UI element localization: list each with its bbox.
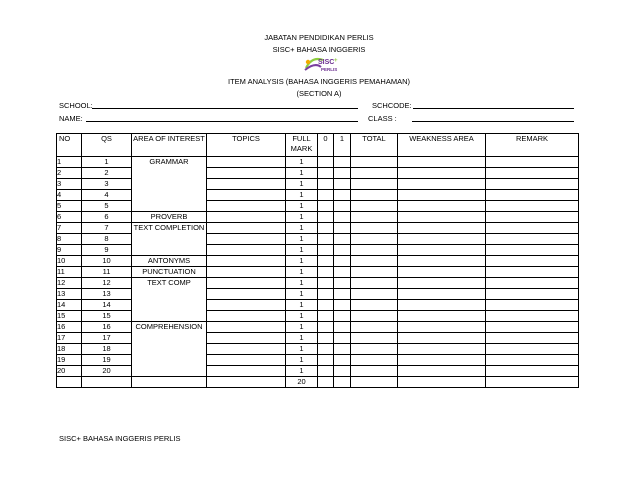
row-weakness[interactable]: [398, 311, 486, 322]
total-one: [334, 377, 351, 388]
row-zero[interactable]: [318, 355, 334, 366]
row-topics[interactable]: [207, 234, 286, 245]
row-qs: 19: [82, 355, 132, 366]
row-topics[interactable]: [207, 245, 286, 256]
row-total[interactable]: [351, 245, 398, 256]
row-area: GRAMMAR: [132, 157, 207, 212]
row-one[interactable]: [334, 223, 351, 234]
row-total[interactable]: [351, 212, 398, 223]
row-no: 1: [57, 157, 82, 168]
row-total[interactable]: [351, 223, 398, 234]
row-total[interactable]: [351, 179, 398, 190]
row-remark[interactable]: [486, 245, 579, 256]
header-unit: SISC+ BAHASA INGGERIS: [272, 45, 366, 54]
row-weakness[interactable]: [398, 190, 486, 201]
row-zero[interactable]: [318, 267, 334, 278]
row-zero[interactable]: [318, 289, 334, 300]
row-one[interactable]: [334, 256, 351, 267]
row-zero[interactable]: [318, 311, 334, 322]
row-qs: 18: [82, 344, 132, 355]
row-qs: 3: [82, 179, 132, 190]
row-weakness[interactable]: [398, 300, 486, 311]
table-row: [57, 223, 579, 234]
name-field[interactable]: [86, 121, 358, 122]
row-topics[interactable]: [207, 278, 286, 289]
row-remark[interactable]: [486, 366, 579, 377]
row-no: 19: [57, 355, 82, 366]
row-one[interactable]: [334, 344, 351, 355]
item-analysis-table: [56, 133, 579, 388]
row-zero[interactable]: [318, 157, 334, 168]
row-topics[interactable]: [207, 190, 286, 201]
row-total[interactable]: [351, 168, 398, 179]
row-remark[interactable]: [486, 234, 579, 245]
row-no: 2: [57, 168, 82, 179]
row-weakness[interactable]: [398, 201, 486, 212]
row-remark[interactable]: [486, 333, 579, 344]
row-remark[interactable]: [486, 190, 579, 201]
row-full-mark: 1: [286, 168, 318, 179]
row-weakness[interactable]: [398, 157, 486, 168]
row-topics[interactable]: [207, 333, 286, 344]
row-remark[interactable]: [486, 355, 579, 366]
row-remark[interactable]: [486, 267, 579, 278]
row-qs: 11: [82, 267, 132, 278]
row-zero[interactable]: [318, 234, 334, 245]
total-topics: [207, 377, 286, 388]
header-title: ITEM ANALYSIS (BAHASA INGGERIS PEMAHAMAN): [228, 77, 410, 86]
row-no: 12: [57, 278, 82, 289]
row-full-mark: 1: [286, 289, 318, 300]
row-weakness[interactable]: [398, 344, 486, 355]
row-one[interactable]: [334, 212, 351, 223]
row-one[interactable]: [334, 278, 351, 289]
row-no: 9: [57, 245, 82, 256]
row-total[interactable]: [351, 333, 398, 344]
row-total[interactable]: [351, 355, 398, 366]
row-no: 17: [57, 333, 82, 344]
row-remark[interactable]: [486, 311, 579, 322]
row-remark[interactable]: [486, 300, 579, 311]
row-full-mark: 1: [286, 234, 318, 245]
row-full-mark: 1: [286, 355, 318, 366]
row-remark[interactable]: [486, 168, 579, 179]
table-row: [57, 256, 579, 267]
row-no: 11: [57, 267, 82, 278]
row-zero[interactable]: [318, 168, 334, 179]
footer-text: SISC+ BAHASA INGGERIS PERLIS: [59, 434, 181, 443]
row-one[interactable]: [334, 355, 351, 366]
row-topics[interactable]: [207, 355, 286, 366]
row-full-mark: 1: [286, 179, 318, 190]
row-remark[interactable]: [486, 212, 579, 223]
total-area: [132, 377, 207, 388]
row-weakness[interactable]: [398, 245, 486, 256]
row-no: 8: [57, 234, 82, 245]
row-zero[interactable]: [318, 322, 334, 333]
row-total[interactable]: [351, 190, 398, 201]
row-total[interactable]: [351, 201, 398, 212]
total-qs: [82, 377, 132, 388]
row-total[interactable]: [351, 322, 398, 333]
row-total[interactable]: [351, 278, 398, 289]
row-zero[interactable]: [318, 366, 334, 377]
total-zero: [318, 377, 334, 388]
header-section: (SECTION A): [296, 89, 342, 98]
row-qs: 12: [82, 278, 132, 289]
row-full-mark: 1: [286, 256, 318, 267]
row-one[interactable]: [334, 179, 351, 190]
row-remark[interactable]: [486, 322, 579, 333]
row-full-mark: 1: [286, 267, 318, 278]
row-area: TEXT COMPLETION: [132, 223, 207, 256]
row-topics[interactable]: [207, 344, 286, 355]
row-one[interactable]: [334, 366, 351, 377]
total-weakness: [398, 377, 486, 388]
row-zero[interactable]: [318, 190, 334, 201]
row-weakness[interactable]: [398, 278, 486, 289]
row-topics[interactable]: [207, 289, 286, 300]
row-total[interactable]: [351, 311, 398, 322]
row-no: 6: [57, 212, 82, 223]
row-no: 14: [57, 300, 82, 311]
row-full-mark: 1: [286, 278, 318, 289]
col-header-weakness: WEAKNESS AREA: [398, 134, 486, 157]
row-one[interactable]: [334, 190, 351, 201]
row-full-mark: 1: [286, 311, 318, 322]
row-area: PUNCTUATION: [132, 267, 207, 278]
class-field[interactable]: [412, 121, 574, 122]
row-area: PROVERB: [132, 212, 207, 223]
total-no: [57, 377, 82, 388]
row-no: 5: [57, 201, 82, 212]
row-qs: 16: [82, 322, 132, 333]
row-one[interactable]: [334, 245, 351, 256]
svg-text:+: +: [334, 58, 338, 64]
row-topics[interactable]: [207, 311, 286, 322]
row-full-mark: 1: [286, 333, 318, 344]
row-qs: 1: [82, 157, 132, 168]
row-full-mark: 1: [286, 322, 318, 333]
row-no: 18: [57, 344, 82, 355]
row-zero[interactable]: [318, 256, 334, 267]
row-area: ANTONYMS: [132, 256, 207, 267]
row-topics[interactable]: [207, 256, 286, 267]
col-header-remark: REMARK: [486, 134, 579, 157]
row-one[interactable]: [334, 300, 351, 311]
row-topics[interactable]: [207, 267, 286, 278]
row-remark[interactable]: [486, 201, 579, 212]
row-total[interactable]: [351, 366, 398, 377]
table-row: [57, 322, 579, 333]
row-total[interactable]: [351, 344, 398, 355]
row-full-mark: 1: [286, 245, 318, 256]
row-full-mark: 1: [286, 157, 318, 168]
col-header-zero: 0: [318, 134, 334, 157]
row-remark[interactable]: [486, 157, 579, 168]
row-weakness[interactable]: [398, 223, 486, 234]
row-qs: 10: [82, 256, 132, 267]
row-full-mark: 1: [286, 190, 318, 201]
row-remark[interactable]: [486, 278, 579, 289]
col-header-topics: TOPICS: [207, 134, 286, 157]
name-label: NAME:: [59, 114, 83, 123]
col-header-full-mark: FULL MARK: [286, 134, 318, 157]
row-one[interactable]: [334, 311, 351, 322]
row-no: 15: [57, 311, 82, 322]
row-qs: 4: [82, 190, 132, 201]
total-remark: [486, 377, 579, 388]
row-remark[interactable]: [486, 256, 579, 267]
svg-text:PERLIS: PERLIS: [321, 67, 338, 72]
row-one[interactable]: [334, 333, 351, 344]
row-topics[interactable]: [207, 223, 286, 234]
row-no: 10: [57, 256, 82, 267]
row-qs: 20: [82, 366, 132, 377]
row-qs: 6: [82, 212, 132, 223]
row-no: 7: [57, 223, 82, 234]
row-no: 3: [57, 179, 82, 190]
row-weakness[interactable]: [398, 179, 486, 190]
row-topics[interactable]: [207, 179, 286, 190]
row-qs: 8: [82, 234, 132, 245]
col-header-total: TOTAL: [351, 134, 398, 157]
row-zero[interactable]: [318, 179, 334, 190]
table-row: [57, 278, 579, 289]
row-remark[interactable]: [486, 289, 579, 300]
table-row: [57, 267, 579, 278]
row-one[interactable]: [334, 322, 351, 333]
row-full-mark: 1: [286, 366, 318, 377]
row-one[interactable]: [334, 157, 351, 168]
row-total[interactable]: [351, 157, 398, 168]
row-zero[interactable]: [318, 333, 334, 344]
school-code-field[interactable]: [413, 108, 574, 109]
class-label: CLASS :: [368, 114, 397, 123]
row-total[interactable]: [351, 234, 398, 245]
row-topics[interactable]: [207, 201, 286, 212]
row-qs: 15: [82, 311, 132, 322]
row-total[interactable]: [351, 256, 398, 267]
total-full-mark: 20: [286, 377, 318, 388]
row-topics[interactable]: [207, 366, 286, 377]
row-weakness[interactable]: [398, 366, 486, 377]
row-one[interactable]: [334, 234, 351, 245]
row-weakness[interactable]: [398, 256, 486, 267]
row-total[interactable]: [351, 289, 398, 300]
svg-text:SISC: SISC: [318, 59, 335, 66]
row-zero[interactable]: [318, 201, 334, 212]
row-total[interactable]: [351, 267, 398, 278]
row-topics[interactable]: [207, 157, 286, 168]
table-header-row: [57, 134, 579, 157]
col-header-no: NO: [57, 134, 82, 157]
row-zero[interactable]: [318, 300, 334, 311]
row-weakness[interactable]: [398, 168, 486, 179]
row-full-mark: 1: [286, 212, 318, 223]
row-zero[interactable]: [318, 212, 334, 223]
row-weakness[interactable]: [398, 212, 486, 223]
row-no: 13: [57, 289, 82, 300]
row-one[interactable]: [334, 289, 351, 300]
row-weakness[interactable]: [398, 267, 486, 278]
total-total: [351, 377, 398, 388]
row-area: TEXT COMP: [132, 278, 207, 322]
row-qs: 9: [82, 245, 132, 256]
table-total-row: [57, 377, 579, 388]
row-topics[interactable]: [207, 212, 286, 223]
row-one[interactable]: [334, 267, 351, 278]
row-full-mark: 1: [286, 344, 318, 355]
school-label: SCHOOL:: [59, 101, 93, 110]
row-weakness[interactable]: [398, 234, 486, 245]
row-weakness[interactable]: [398, 289, 486, 300]
row-qs: 2: [82, 168, 132, 179]
row-topics[interactable]: [207, 168, 286, 179]
col-header-area: AREA OF INTEREST: [132, 134, 207, 157]
row-no: 16: [57, 322, 82, 333]
row-total[interactable]: [351, 300, 398, 311]
table-row: [57, 212, 579, 223]
sisc-logo: [303, 54, 339, 74]
row-weakness[interactable]: [398, 322, 486, 333]
row-one[interactable]: [334, 201, 351, 212]
row-full-mark: 1: [286, 201, 318, 212]
col-header-qs: QS: [82, 134, 132, 157]
row-qs: 5: [82, 201, 132, 212]
row-zero[interactable]: [318, 278, 334, 289]
row-remark[interactable]: [486, 179, 579, 190]
col-header-one: 1: [334, 134, 351, 157]
school-code-label: SCHCODE:: [372, 101, 412, 110]
header-department: JABATAN PENDIDIKAN PERLIS: [264, 33, 374, 42]
row-topics[interactable]: [207, 300, 286, 311]
row-weakness[interactable]: [398, 333, 486, 344]
row-zero[interactable]: [318, 223, 334, 234]
row-area: COMPREHENSION: [132, 322, 207, 377]
row-weakness[interactable]: [398, 355, 486, 366]
row-one[interactable]: [334, 168, 351, 179]
row-no: 20: [57, 366, 82, 377]
row-qs: 7: [82, 223, 132, 234]
row-zero[interactable]: [318, 245, 334, 256]
row-remark[interactable]: [486, 223, 579, 234]
row-remark[interactable]: [486, 344, 579, 355]
row-qs: 14: [82, 300, 132, 311]
row-qs: 13: [82, 289, 132, 300]
row-topics[interactable]: [207, 322, 286, 333]
row-no: 4: [57, 190, 82, 201]
school-field[interactable]: [92, 108, 358, 109]
row-full-mark: 1: [286, 223, 318, 234]
row-zero[interactable]: [318, 344, 334, 355]
table-row: [57, 157, 579, 168]
row-full-mark: 1: [286, 300, 318, 311]
row-qs: 17: [82, 333, 132, 344]
